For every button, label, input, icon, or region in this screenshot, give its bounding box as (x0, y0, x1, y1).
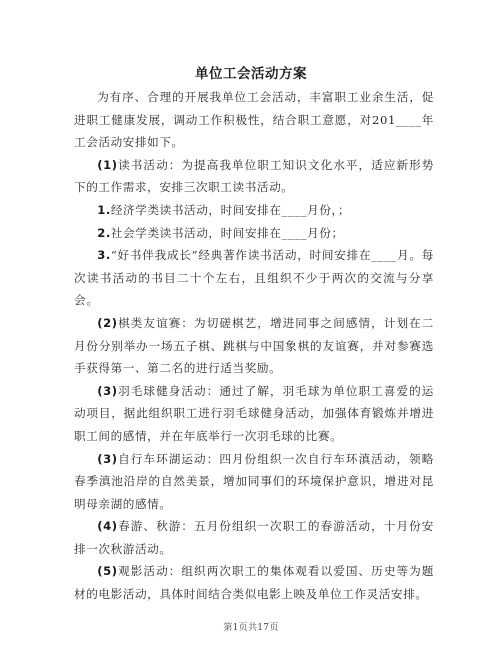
paragraph-text: 观影活动：组织两次职工的集体观看以爱国、历史等为题材的电影活动，具体时间结合类似电影上映及单位工作灵活安排。 (74, 564, 434, 602)
paragraph-outings (74, 515, 434, 560)
paragraph-text: “好书伴我成长”经典著作读书活动，时间安排在____月。每次读书活动的书目二十个左右，且组织不少于两次的交流与分享会。 (74, 248, 434, 308)
document-title: 单位工会活动方案 (195, 66, 307, 82)
page-footer: 第1页共17页 (223, 623, 279, 633)
paragraph-text: 读书活动：为提高我单位职工知识文化水平，适应新形势下的工作需求，安排三次职工读书活动。 (74, 157, 434, 195)
paragraph-text: 羽毛球健身活动：通过了解，羽毛球为单位职工喜爱的运动项目，据此组织职工进行羽毛球健身活动，加强体育锻炼并增进职工间的感情，并在年底举行一次羽毛球的比赛。 (74, 383, 434, 443)
paragraph-movies (74, 560, 434, 605)
paragraph-badminton (74, 380, 434, 448)
paragraph-number: 2. (97, 225, 111, 240)
document-body (74, 86, 434, 606)
paragraph-reading (74, 154, 434, 199)
paragraph-chess (74, 312, 434, 380)
paragraph-text: 春游、秋游：五月份组织一次职工的春游活动，十月份安排一次秋游活动。 (74, 519, 434, 556)
paragraph-text: 社会学类读书活动，时间安排在____月份； (110, 225, 344, 240)
paragraph-number: (4) (97, 519, 118, 534)
paragraph-number: (1) (97, 157, 118, 172)
paragraph-intro (74, 86, 434, 154)
paragraph-number: (3) (97, 451, 118, 466)
paragraph-reading-item-1 (74, 199, 434, 222)
paragraph-reading-item-3 (74, 244, 434, 312)
paragraph-text: 为有序、合理的开展我单位工会活动，丰富职工业余生活，促进职工健康发展，调动工作积极性，结合职工意愿，对201____年工会活动安排如下。 (74, 90, 434, 150)
paragraph-number: 3. (97, 248, 111, 263)
paragraph-text: 棋类友谊赛：为切磋棋艺，增进同事之间感情，计划在二月份分别举办一场五子棋、跳棋与中国象棋的友谊赛，并对参赛选手获得第一、第二名的进行适当奖励。 (74, 315, 434, 376)
paragraph-number: (2) (97, 315, 118, 330)
paragraph-text: 自行车环湖运动：四月份组织一次自行车环滇活动，领略春季滇池沿岸的自然美景，增加同事们的环境保护意识，增进对昆明母亲湖的感情。 (74, 451, 434, 511)
paragraph-text: 经济学类读书活动，时间安排在____月份，； (110, 202, 351, 217)
paragraph-number: 1. (97, 202, 111, 217)
paragraph-cycling (74, 448, 434, 516)
paragraph-reading-item-2 (74, 222, 434, 245)
paragraph-number: (5) (97, 564, 118, 579)
paragraph-number: (3) (97, 383, 118, 398)
